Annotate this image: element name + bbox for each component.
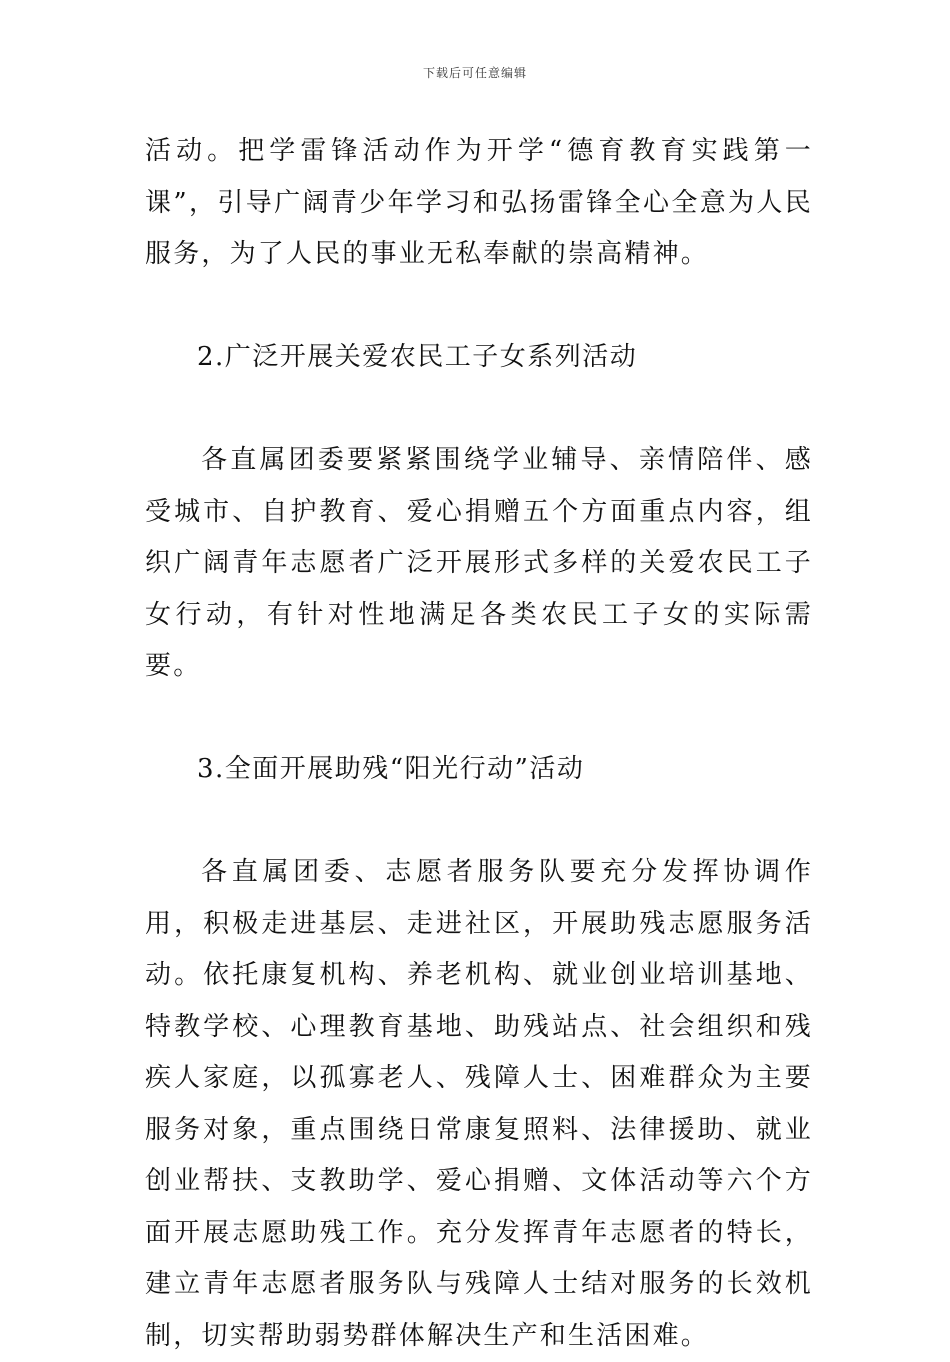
page-header: 下载后可任意编辑 — [422, 66, 527, 80]
section-heading-2: 2.广泛开展关爱农民工子女系列活动 — [197, 342, 638, 372]
paragraph-continuation: 活动。把学雷锋活动作为开学“德育教育实践第一课”，引导广阔青少年学习和弘扬雷锋全心全意为人民服务，为了人民的事业无私奉献的崇高精神。 — [145, 136, 813, 269]
paragraph-section-2: 各直属团委要紧紧围绕学业辅导、亲情陪伴、感受城市、自护教育、爱心捐赠五个方面重点内容，组织广阔青年志愿者广泛开展形式多样的关爱农民工子女行动，有针对性地满足各类农民工子女的实际需要。 — [145, 445, 813, 681]
paragraph-gap — [145, 693, 813, 745]
document-body — [145, 126, 813, 1362]
section-heading-3: 3.全面开展助残“阳光行动”活动 — [197, 754, 585, 784]
paragraph-section-3: 各直属团委、志愿者服务队要充分发挥协调作用，积极走进基层、走进社区，开展助残志愿服务活动。依托康复机构、养老机构、就业创业培训基地、特教学校、心理教育基地、助残站点、社会组织和残疾人家庭，以孤寡老人、残障人士、困难群众为主要服务对象，重点围绕日常康复照料、法律援助、就业创业帮扶、支教助学、爱心捐赠、文体活动等六个方面开展志愿助残工作。充分发挥青年志愿者的特长，建立青年志愿者服务队与残障人士结对服务的长效机制，切实帮助弱势群体解决生产和生活困难。 — [145, 857, 813, 1351]
paragraph-gap — [145, 281, 813, 333]
paragraph-gap — [145, 384, 813, 436]
paragraph-gap — [145, 796, 813, 848]
